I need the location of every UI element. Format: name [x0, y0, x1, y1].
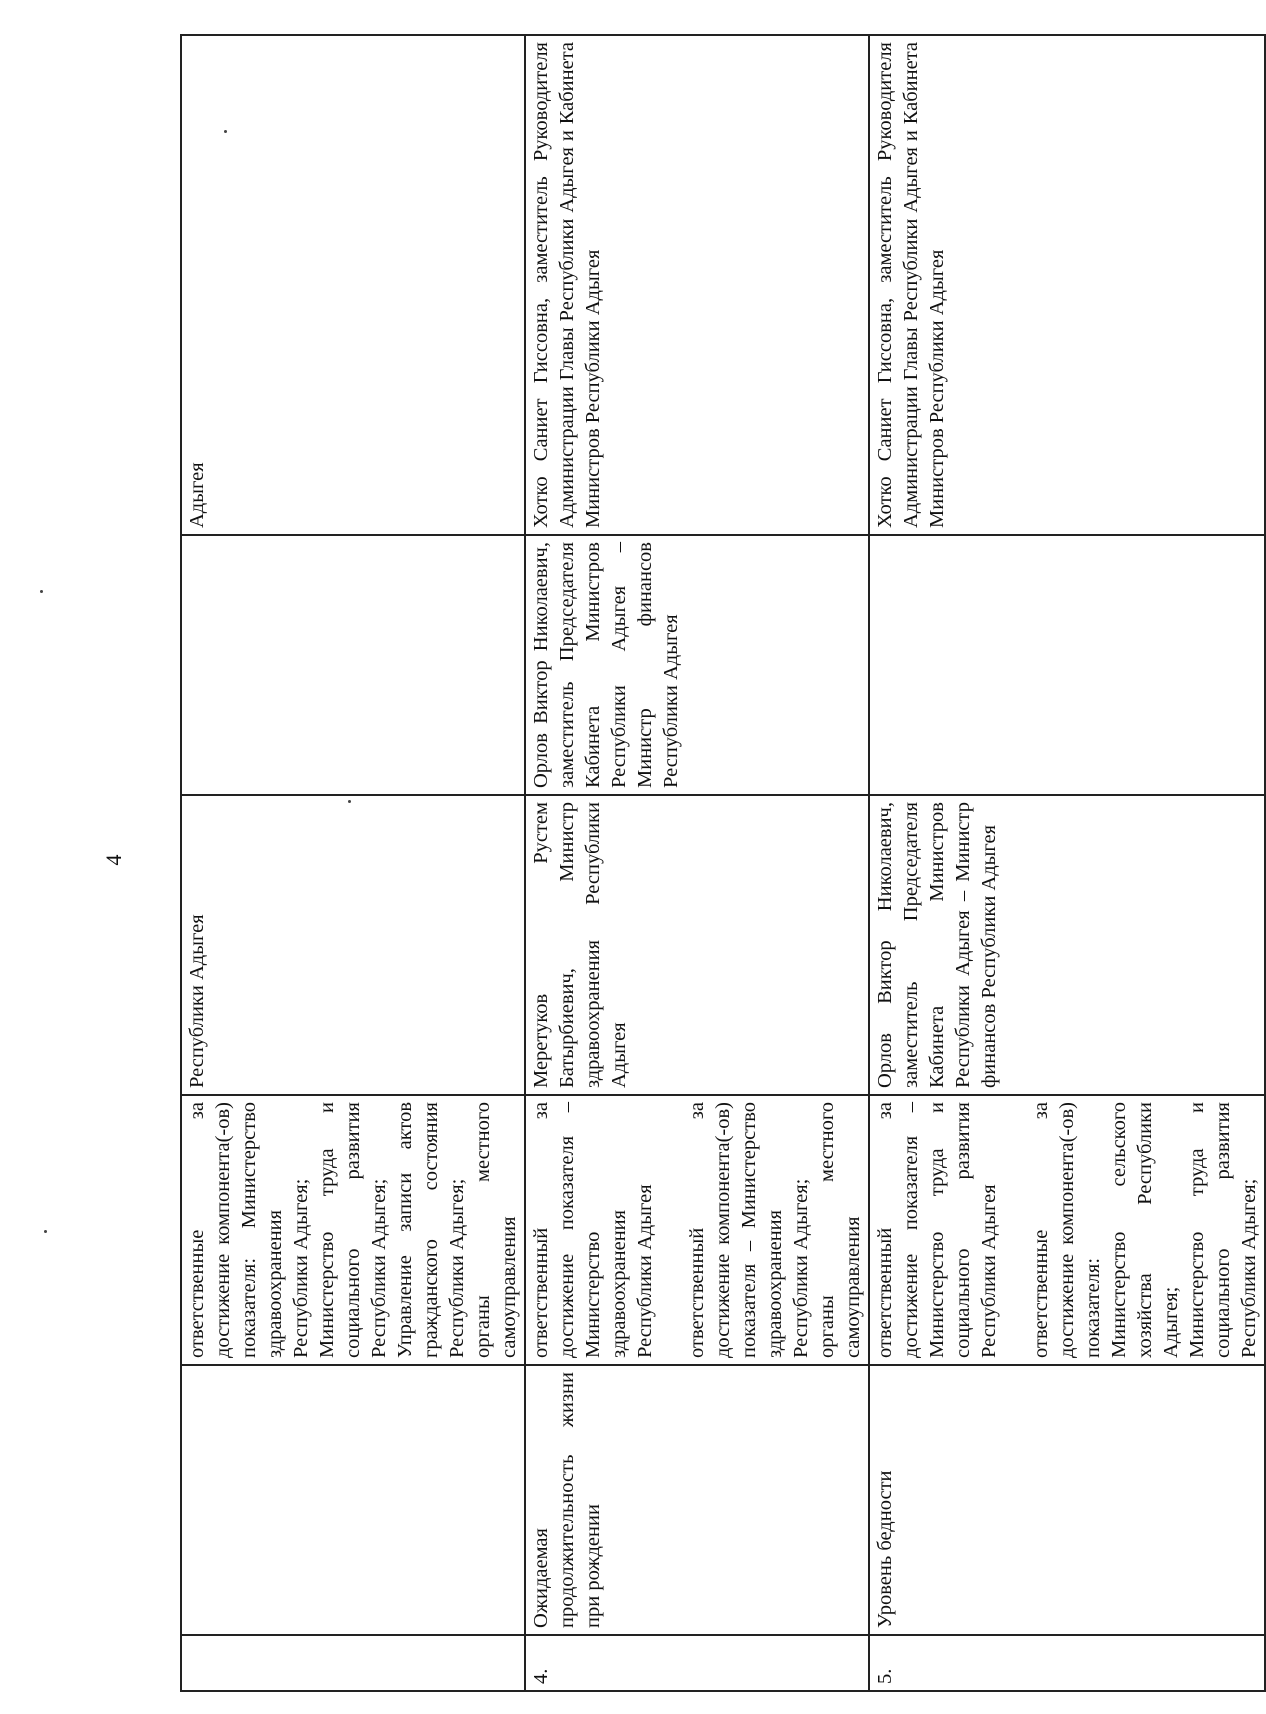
supervisor-cell: Хотко Саниет Гиссовна, заместитель Руководителя Администрации Главы Республики Адыгея и Кабинета Министров Республики Адыгея	[525, 35, 869, 535]
responsible-line: органы местного самоуправления	[472, 1102, 520, 1358]
responsible-line	[1002, 1102, 1028, 1358]
deputy-cell	[869, 535, 1265, 795]
responsible-cell	[181, 1095, 525, 1365]
supervisor-cell: Хотко Саниет Гиссовна, заместитель Руководителя Администрации Главы Республики Адыгея и Кабинета Министров Республики Адыгея	[869, 35, 1265, 535]
table-row	[869, 35, 1265, 1691]
responsible-line: Министерство труда и социального развития Республики Адыгея;	[316, 1102, 390, 1358]
table-row	[181, 35, 525, 1691]
responsible-line: Управление записи актов гражданского состояния Республики Адыгея;	[394, 1102, 468, 1358]
responsible-line: Министерство труда и социального развития Республики Адыгея;	[1186, 1102, 1260, 1358]
responsible-line: Министерство сельского хозяйства Республики Адыгея;	[1108, 1102, 1182, 1358]
supervisor-cell: Адыгея	[181, 35, 525, 535]
responsibility-table	[180, 34, 1266, 1692]
row-number-cell: 4.	[525, 1635, 869, 1691]
table-row	[525, 35, 869, 1691]
responsible-line: ответственный за достижение показателя – Министерство труда и социального развития Республики Адыгея	[874, 1102, 1000, 1358]
indicator-cell: Ожидаемая продолжительность жизни при рождении	[525, 1365, 869, 1635]
indicator-cell: Уровень бедности	[869, 1365, 1265, 1635]
indicator-cell	[181, 1365, 525, 1635]
curator-cell: Орлов Виктор Николаевич, заместитель Председателя Кабинета Министров Республики Адыгея – Министр финансов Республики Адыгея	[869, 795, 1265, 1095]
responsible-line: органы местного самоуправления	[816, 1102, 864, 1358]
responsible-line	[658, 1102, 684, 1358]
rotated-table-wrapper	[180, 36, 1260, 1692]
scan-speck	[348, 800, 351, 803]
row-number-cell: 5.	[869, 1635, 1265, 1691]
scan-speck	[224, 130, 227, 133]
responsible-cell	[869, 1095, 1265, 1365]
curator-cell: Меретуков Рустем Батырбиевич, Министр здравоохранения Республики Адыгея	[525, 795, 869, 1095]
responsible-line: ответственный за достижение показателя – Министерство здравоохранения Республики Адыгея	[530, 1102, 656, 1358]
scan-speck	[44, 1230, 47, 1233]
responsible-line: ответственные за достижение компонента(-ов) показателя:	[1030, 1102, 1104, 1358]
deputy-cell: Орлов Виктор Николаевич, заместитель Председателя Кабинета Министров Республики Адыгея – Министр финансов Республики Адыгея	[525, 535, 869, 795]
deputy-cell	[181, 535, 525, 795]
responsible-line: ответственный за достижение компонента(-ов) показателя – Министерство здравоохранения Республики Адыгея;	[686, 1102, 812, 1358]
responsible-cell	[525, 1095, 869, 1365]
curator-cell: Республики Адыгея	[181, 795, 525, 1095]
row-number-cell	[181, 1635, 525, 1691]
scan-speck	[40, 590, 43, 593]
responsible-line: ответственные за достижение компонента(-ов) показателя: Министерство здравоохранения Республики Адыгея;	[186, 1102, 312, 1358]
page-number: 4	[101, 854, 126, 866]
